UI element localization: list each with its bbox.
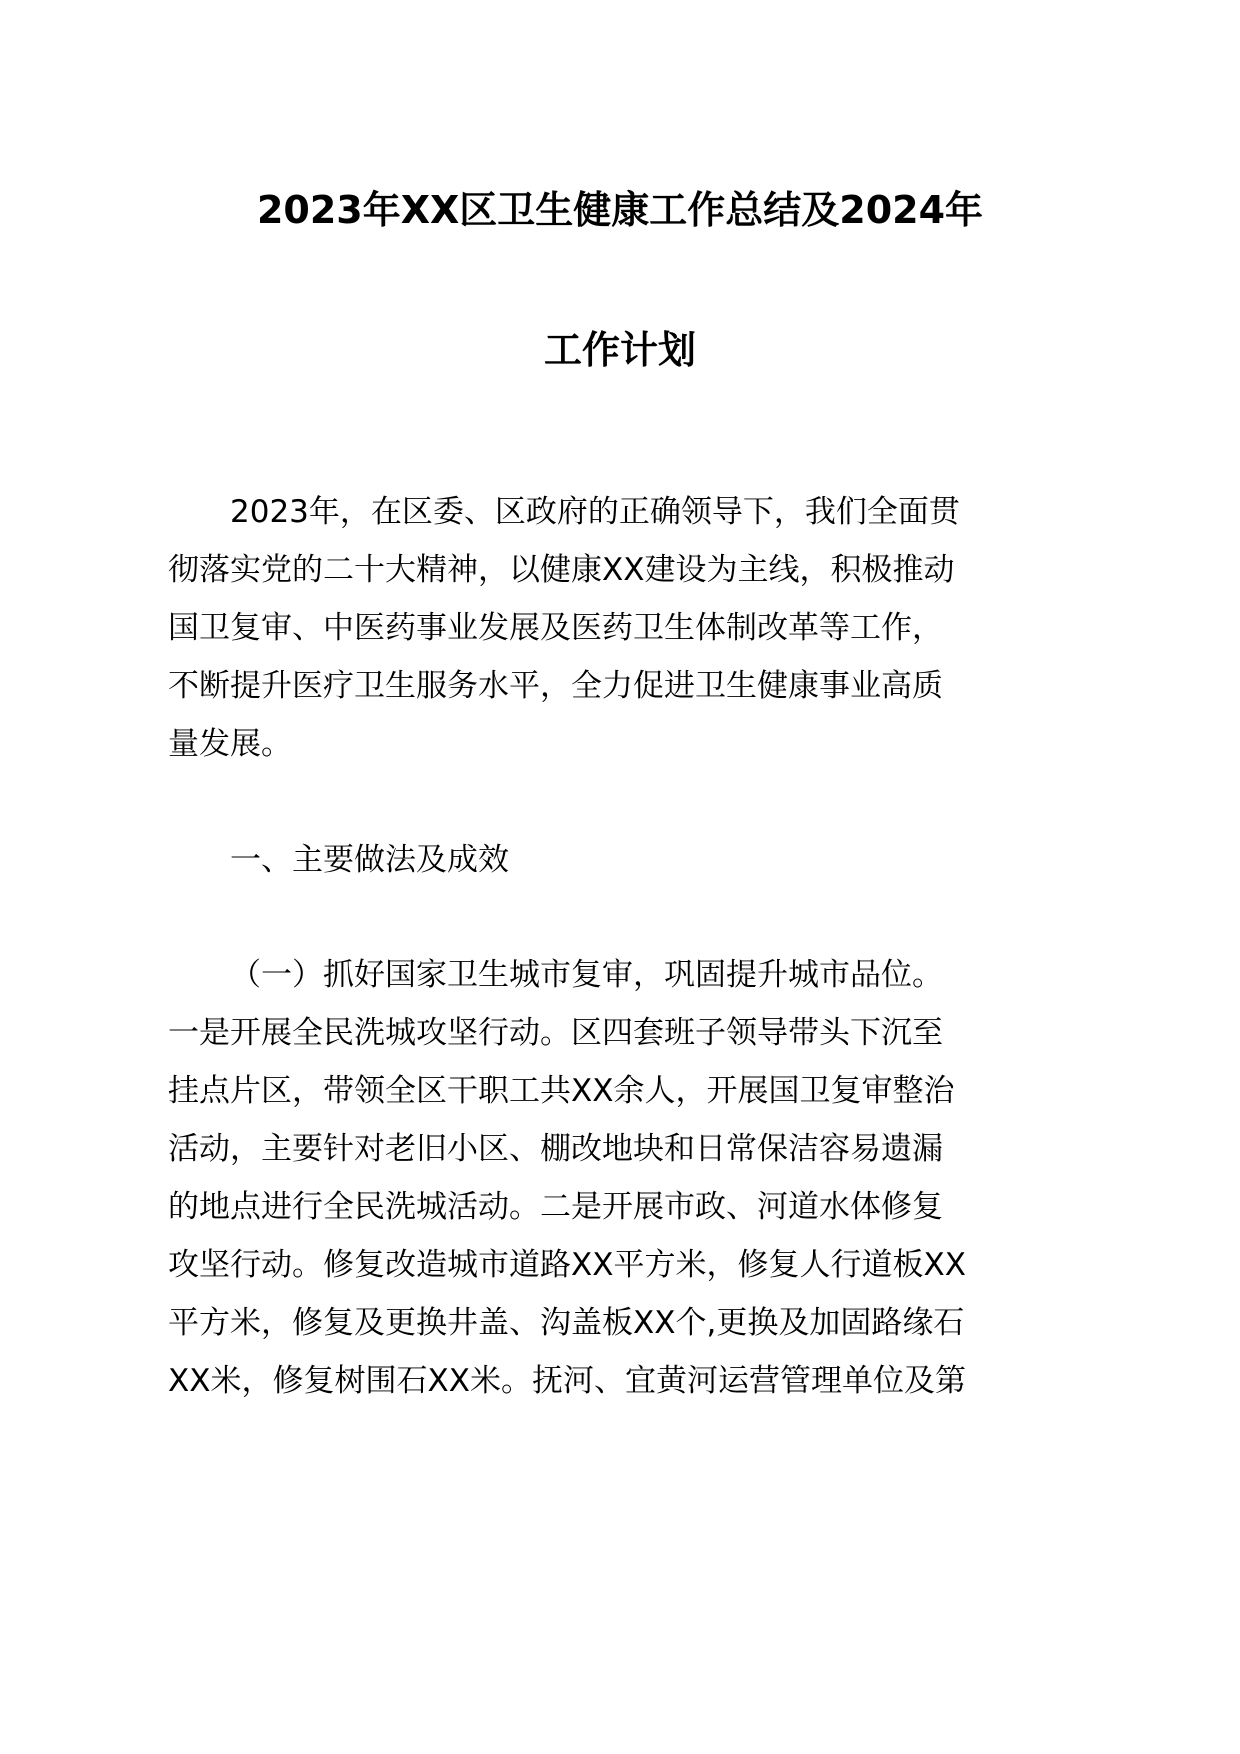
- paragraph-line: 挂点片区，带领全区干职工共XX余人，开展国卫复审整治: [168, 1073, 955, 1109]
- paragraph-line: 平方米，修复及更换井盖、沟盖板XX个,更换及加固路缘石: [168, 1305, 965, 1341]
- document-title-line-2: 工作计划: [543, 328, 696, 372]
- paragraph-line: XX米，修复树围石XX米。抚河、宜黄河运营管理单位及第: [168, 1363, 966, 1399]
- paragraph-line: 攻坚行动。修复改造城市道路XX平方米，修复人行道板XX: [168, 1247, 966, 1283]
- paragraph-line: 彻落实党的二十大精神，以健康XX建设为主线，积极推动: [168, 552, 955, 588]
- intro-paragraph: [168, 483, 960, 773]
- paragraph-line: 不断提升医疗卫生服务水平，全力促进卫生健康事业高质: [168, 668, 943, 704]
- section-heading-text: 一、主要做法及成效: [230, 842, 509, 878]
- section-paragraph: [168, 946, 966, 1410]
- document-title-line-1: 2023年XX区卫生健康工作总结及2024年: [256, 188, 984, 232]
- paragraph-line: 的地点进行全民洗城活动。二是开展市政、河道水体修复: [168, 1189, 943, 1225]
- paragraph-line: （一）抓好国家卫生城市复审，巩固提升城市品位。: [230, 957, 943, 993]
- paragraph-line: 国卫复审、中医药事业发展及医药卫生体制改革等工作，: [168, 610, 943, 646]
- paragraph-line: 一是开展全民洗城攻坚行动。区四套班子领导带头下沉至: [168, 1015, 943, 1051]
- paragraph-line: 2023年，在区委、区政府的正确领导下，我们全面贯: [230, 494, 960, 530]
- paragraph-line: 量发展。: [168, 726, 292, 762]
- section-heading: [168, 831, 940, 889]
- paragraph-line: 活动，主要针对老旧小区、棚改地块和日常保洁容易遗漏: [168, 1131, 943, 1167]
